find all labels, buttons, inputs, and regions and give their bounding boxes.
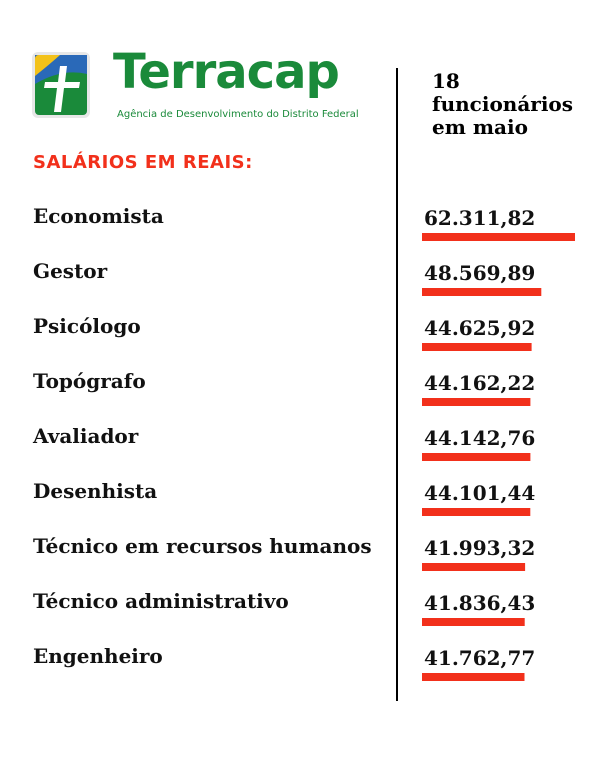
category-label: Técnico administrativo xyxy=(33,589,289,613)
category-label: Gestor xyxy=(33,259,108,283)
category-label: Técnico em recursos humanos xyxy=(33,534,372,558)
salary-bar xyxy=(422,453,530,461)
brand-name: Terracap xyxy=(113,44,339,100)
category-label: Topógrafo xyxy=(33,369,146,393)
category-label: Desenhista xyxy=(33,479,158,503)
brand-subtitle: Agência de Desenvolvimento do Distrito Federal xyxy=(117,109,359,120)
salary-bar xyxy=(422,673,525,681)
value-label: 44.142,76 xyxy=(424,426,536,450)
section-title: SALÁRIOS EM REAIS: xyxy=(33,152,253,173)
salary-bar xyxy=(422,508,530,516)
salary-bar xyxy=(422,618,525,626)
note-line-month: em maio xyxy=(432,115,528,139)
salary-bar xyxy=(422,398,530,406)
category-label: Engenheiro xyxy=(33,644,163,668)
salary-bar xyxy=(422,233,575,241)
note-line-label: funcionários xyxy=(432,92,574,116)
value-label: 62.311,82 xyxy=(424,206,536,230)
salary-bar xyxy=(422,288,541,296)
note-line-count: 18 xyxy=(432,69,460,93)
category-label: Economista xyxy=(33,204,164,228)
value-label: 44.101,44 xyxy=(424,481,536,505)
value-label: 44.625,92 xyxy=(424,316,536,340)
category-label: Avaliador xyxy=(33,424,139,448)
value-label: 48.569,89 xyxy=(424,261,536,285)
value-label: 44.162,22 xyxy=(424,371,536,395)
value-label: 41.762,77 xyxy=(424,646,536,670)
value-label: 41.993,32 xyxy=(424,536,536,560)
salary-bar xyxy=(422,563,525,571)
salary-bar xyxy=(422,343,532,351)
value-label: 41.836,43 xyxy=(424,591,536,615)
category-label: Psicólogo xyxy=(33,314,141,338)
